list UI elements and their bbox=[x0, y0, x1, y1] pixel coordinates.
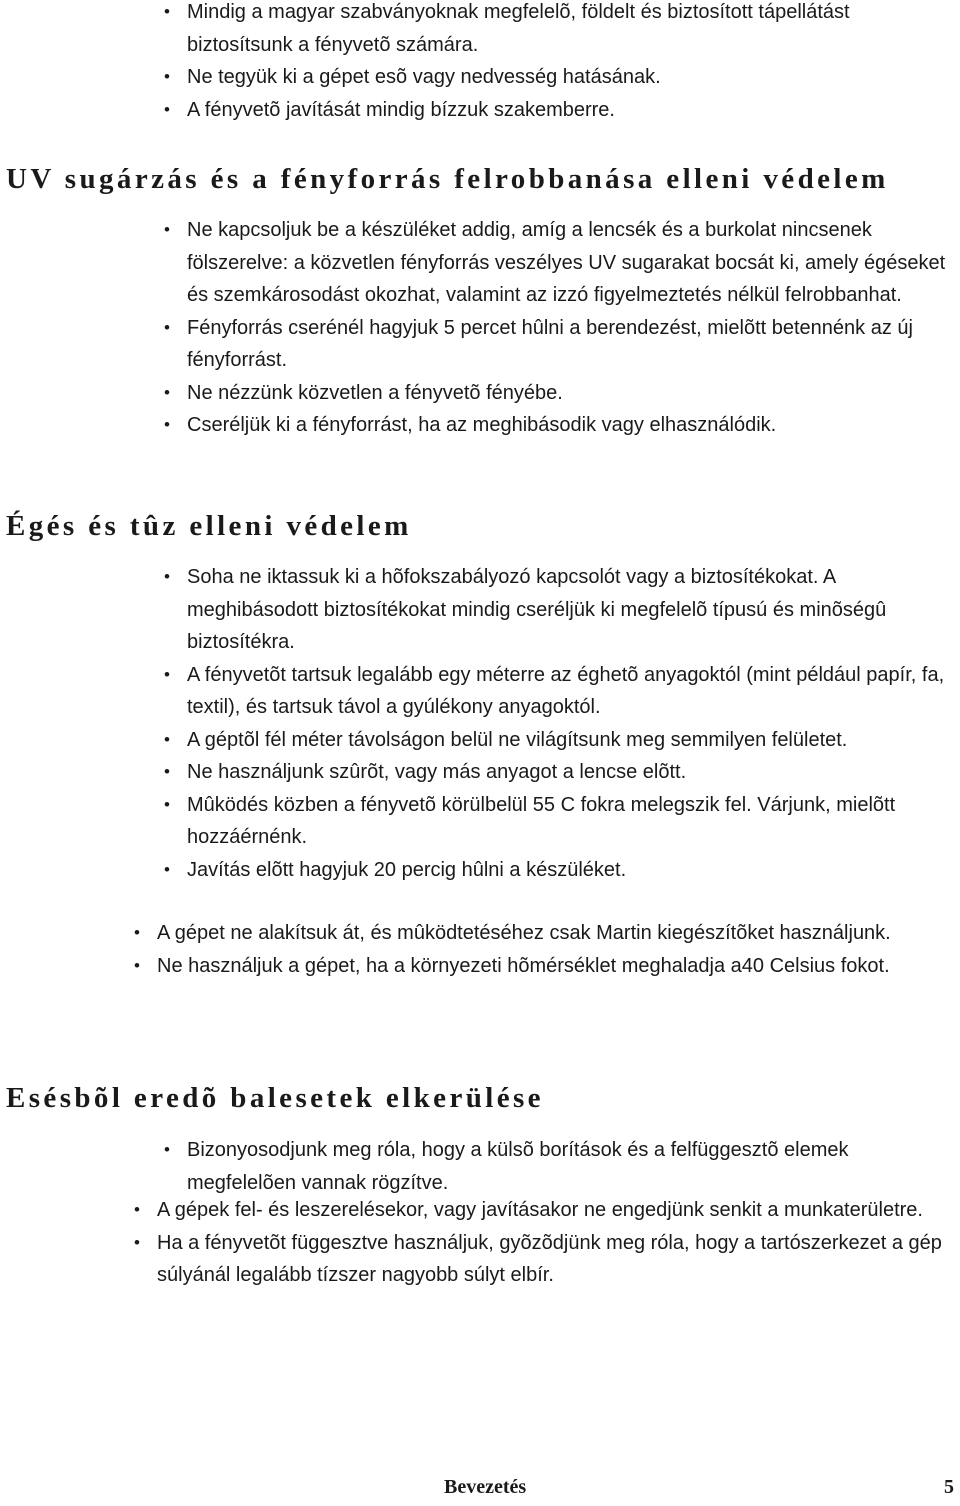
list-item: • Fényforrás cserénél hagyjuk 5 percet hûlni a berendezést, mielõtt betennénk az új fényforrást. bbox=[187, 312, 959, 377]
list-item: • Ne használjunk szûrõt, vagy más anyagot a lencse elõtt. bbox=[187, 756, 959, 789]
list-item: • Mûködés közben a fényvetõ körülbelül 55 C fokra melegszik fel. Várjunk, mielõtt hozzáérnénk. bbox=[187, 789, 959, 854]
fire-outer-bullet-list bbox=[157, 917, 957, 982]
list-item: • A gépek fel- és leszerelésekor, vagy javításakor ne engedjünk senkit a munkaterületre. bbox=[157, 1194, 957, 1227]
list-item: • Bizonyosodjunk meg róla, hogy a külsõ borítások és a felfüggesztõ elemek megfelelõen vannak rögzítve. bbox=[187, 1134, 959, 1199]
list-item: • A fényvetõt tartsuk legalább egy méterre az éghetõ anyagoktól (mint például papír, fa, textil), és tartsuk távol a gyúlékony anyagoktól. bbox=[187, 659, 959, 724]
list-item: • Ne tegyük ki a gépet esõ vagy nedvesség hatásának. bbox=[187, 61, 959, 94]
list-item: • Mindig a magyar szabványoknak megfelelõ, földelt és biztosított tápellátást biztosítsunk a fényvetõ számára. bbox=[187, 0, 959, 61]
fall-outer-bullet-list bbox=[157, 1194, 957, 1292]
footer-title: Bevezetés bbox=[444, 1476, 527, 1498]
fall-bullet-list bbox=[187, 1134, 959, 1199]
list-item: • Cseréljük ki a fényforrást, ha az meghibásodik vagy elhasználódik. bbox=[187, 409, 959, 442]
list-item: • Soha ne iktassuk ki a hõfokszabályozó kapcsolót vagy a biztosítékokat. A meghibásodott biztosítékokat mindig cseréljük ki megfelelõ típusú és minõségû biztosítékra. bbox=[187, 561, 959, 659]
page-number: 5 bbox=[944, 1476, 954, 1498]
uv-section-heading: UV sugárzás és a fényforrás felrobbanása elleni védelem bbox=[6, 163, 889, 195]
list-item: • A fényvetõ javítását mindig bízzuk szakemberre. bbox=[187, 94, 959, 127]
fire-section-heading: Égés és tûz elleni védelem bbox=[6, 510, 412, 542]
fall-section-heading: Esésbõl eredõ balesetek elkerülése bbox=[6, 1082, 544, 1114]
fire-bullet-list bbox=[187, 561, 959, 886]
top-bullet-list bbox=[187, 0, 959, 126]
list-item: • Ne kapcsoljuk be a készüléket addig, amíg a lencsék és a burkolat nincsenek fölszerelve: a közvetlen fényforrás veszélyes UV sugarakat bocsát ki, amely égéseket és szemkárosodást okozhat, valamint az izzó figyelmeztetés nélkül felrobbanhat. bbox=[187, 214, 959, 312]
list-item: • Ne nézzünk közvetlen a fényvetõ fényébe. bbox=[187, 377, 959, 410]
list-item: • Ha a fényvetõt függesztve használjuk, gyõzõdjünk meg róla, hogy a tartószerkezet a gép súlyánál legalább tízszer nagyobb súlyt elbír. bbox=[157, 1227, 957, 1292]
list-item: • Ne használjuk a gépet, ha a környezeti hõmérséklet meghaladja a40 Celsius fokot. bbox=[157, 950, 957, 983]
uv-bullet-list bbox=[187, 214, 959, 442]
list-item: • Javítás elõtt hagyjuk 20 percig hûlni a készüléket. bbox=[187, 854, 959, 887]
list-item: • A gépet ne alakítsuk át, és mûködtetéséhez csak Martin kiegészítõket használjunk. bbox=[157, 917, 957, 950]
list-item: • A géptõl fél méter távolságon belül ne világítsunk meg semmilyen felületet. bbox=[187, 724, 959, 757]
